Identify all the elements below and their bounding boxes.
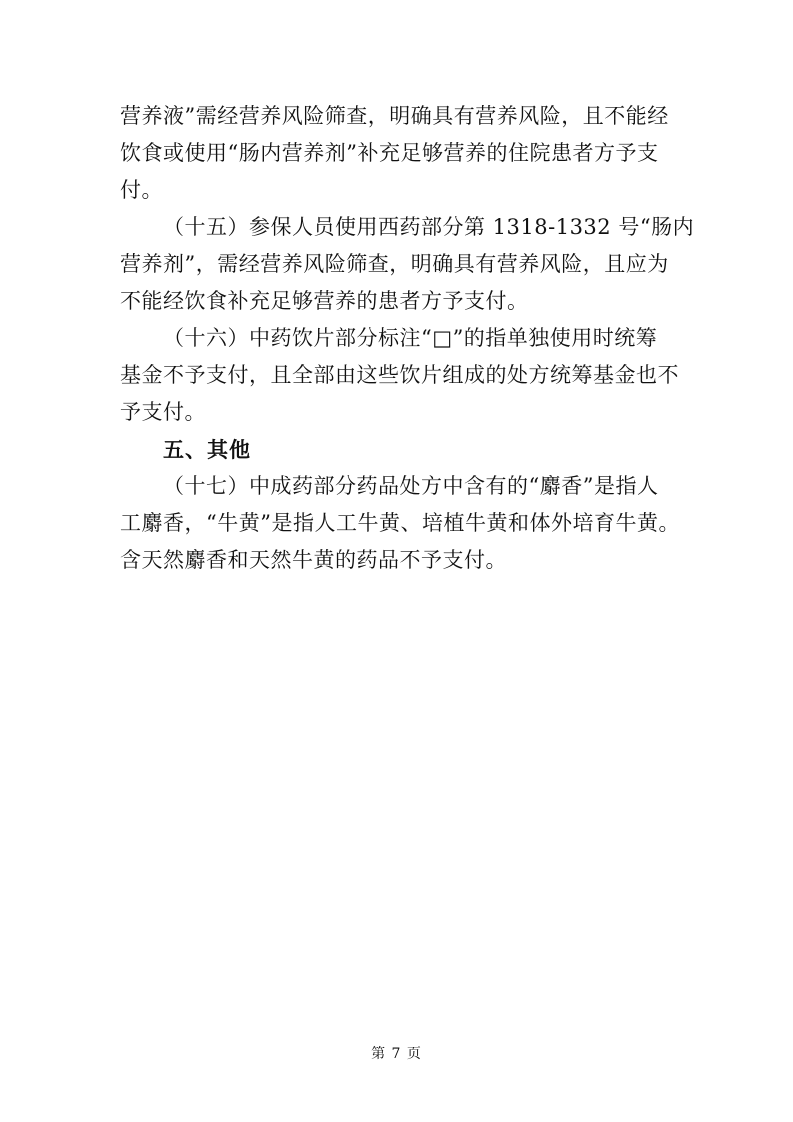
- paragraph-line: （十六）中药饮片部分标注“□”的指单独使用时统筹: [163, 326, 658, 350]
- document-body: [120, 98, 695, 579]
- paragraph-line: （十五）参保人员使用西药部分第 1318-1332 号“肠内: [163, 215, 695, 239]
- paragraph-item-16: [120, 320, 680, 431]
- section-heading: 五、其他: [163, 437, 251, 462]
- paragraph-line: 不能经饮食补充足够营养的患者方予支付。: [120, 289, 529, 313]
- paragraph-line: 含天然麝香和天然牛黄的药品不予支付。: [120, 548, 507, 572]
- page-number: 第 7 页: [371, 1046, 422, 1062]
- paragraph-line: 饮食或使用“肠内营养剂”补充足够营养的住院患者方予支: [120, 141, 659, 165]
- paragraph-item-17: [120, 468, 680, 579]
- paragraph-nutrition-liquid: [120, 98, 680, 209]
- paragraph-line: 营养剂”，需经营养风险筛查，明确具有营养风险，且应为: [120, 252, 669, 276]
- paragraph-item-15: [120, 209, 695, 320]
- paragraph-line: 营养液”需经营养风险筛查，明确具有营养风险，且不能经: [120, 104, 669, 128]
- paragraph-line: 付。: [120, 178, 163, 202]
- paragraph-line: 基金不予支付，且全部由这些饮片组成的处方统筹基金也不: [120, 363, 679, 387]
- paragraph-line: 予支付。: [120, 400, 206, 424]
- paragraph-line: （十七）中成药部分药品处方中含有的“麝香”是指人: [163, 474, 659, 498]
- paragraph-line: 工麝香，“牛黄”是指人工牛黄、培植牛黄和体外培育牛黄。: [120, 511, 680, 535]
